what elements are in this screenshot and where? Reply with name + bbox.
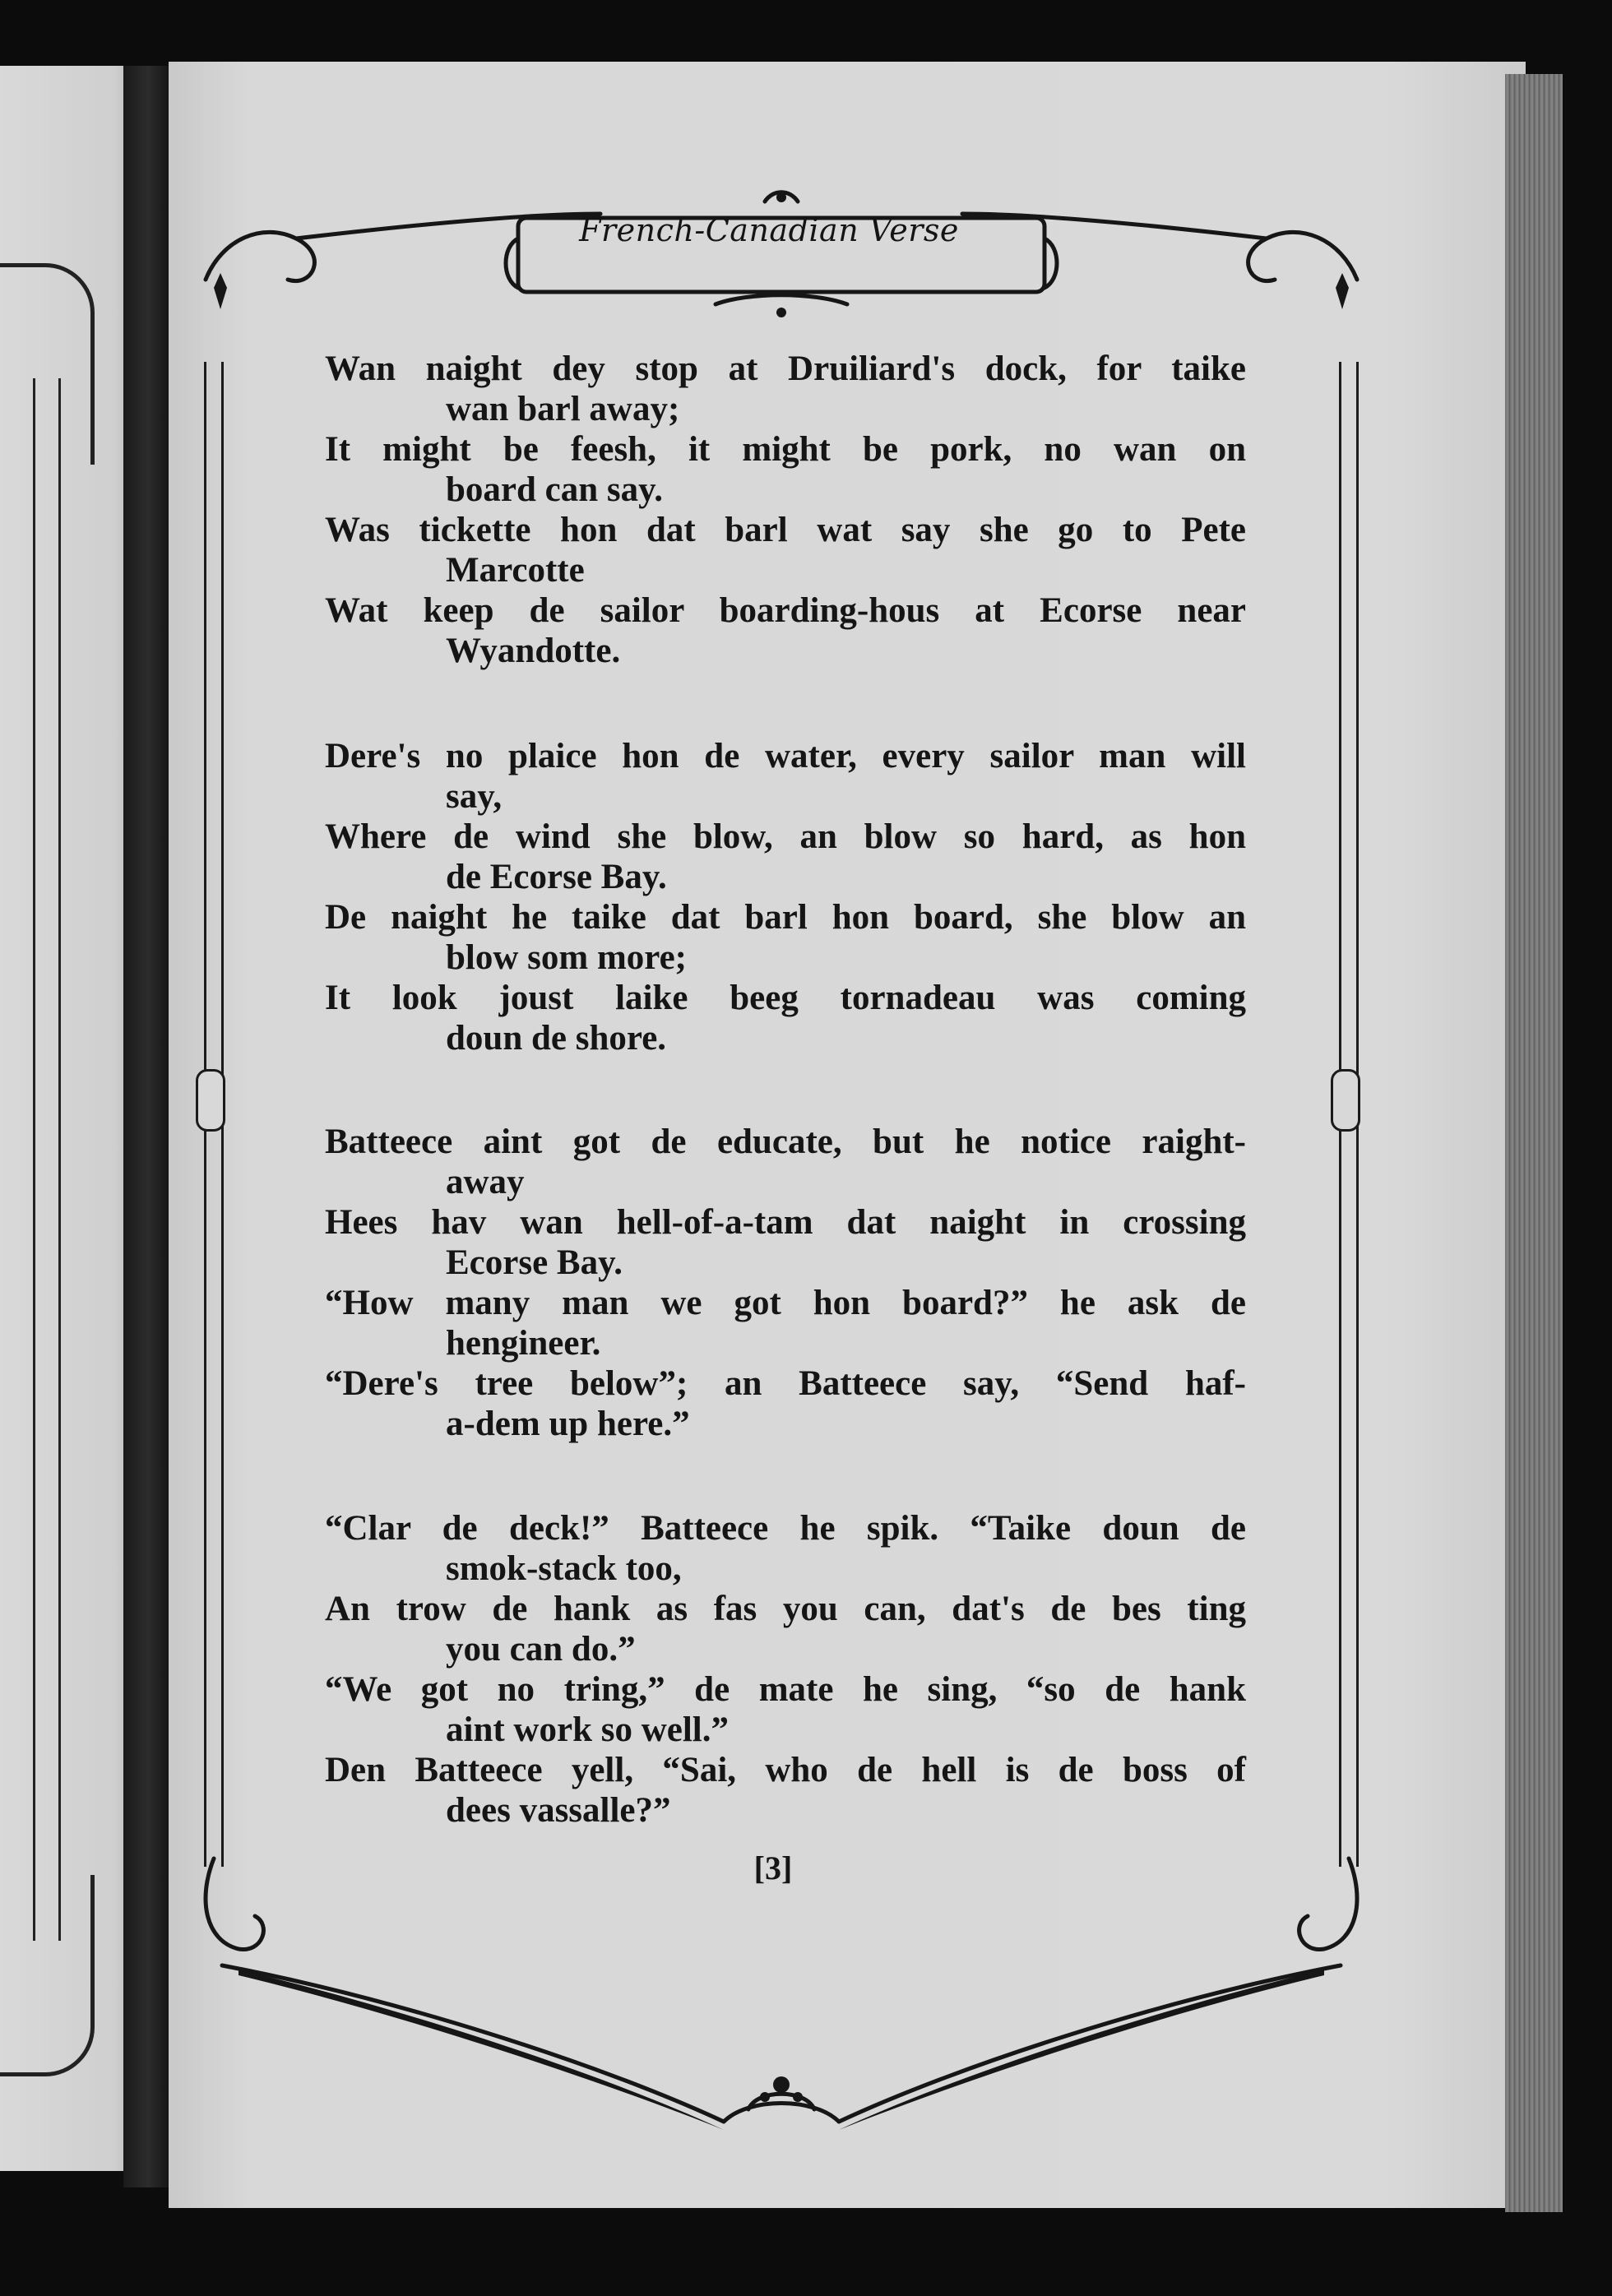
frame-right-knot	[1331, 1069, 1360, 1132]
verse-line-continuation: away	[446, 1163, 525, 1201]
stanza	[325, 349, 1246, 671]
verse-line: It might be feesh, it might be pork, no wan on	[325, 430, 1246, 469]
verse-line-continuation: aint work so well.”	[446, 1710, 729, 1749]
verse-line-continuation: say,	[446, 777, 503, 816]
verse-line: An trow de hank as fas you can, dat's de bes ting	[325, 1590, 1246, 1628]
verse-line: “We got no tring,” de mate he sing, “so de hank	[325, 1670, 1246, 1709]
stanza	[325, 736, 1246, 1058]
verse-line-continuation: a-dem up here.”	[446, 1405, 690, 1443]
frame-left-knot	[196, 1069, 225, 1132]
verse-line-continuation: you can do.”	[446, 1630, 636, 1669]
verse-line-continuation: wan barl away;	[446, 390, 680, 428]
book-gutter	[123, 66, 173, 2187]
previous-page-ornament	[0, 1875, 95, 2076]
verse-line: Wan naight dey stop at Druiliard's dock, for taike	[325, 349, 1246, 388]
running-head: French-Canadian Verse	[579, 212, 959, 248]
verse-line: Den Batteece yell, “Sai, who de hell is de boss of	[325, 1751, 1246, 1789]
stanza	[325, 1122, 1246, 1444]
verse-line-continuation: dees vassalle?”	[446, 1791, 671, 1830]
verse-line-continuation: de Ecorse Bay.	[446, 858, 667, 896]
verse-line: It look joust laike beeg tornadeau was coming	[325, 979, 1246, 1017]
verse-line-continuation: blow som more;	[446, 938, 688, 977]
verse-line-continuation: Marcotte	[446, 551, 585, 590]
verse-line: Where de wind she blow, an blow so hard, as hon	[325, 817, 1246, 856]
verse-line: “Clar de deck!” Batteece he spik. “Taike doun de	[325, 1509, 1246, 1548]
verse-line: Dere's no plaice hon de water, every sailor man will	[325, 737, 1246, 775]
verse-line-continuation: Wyandotte.	[446, 632, 621, 670]
stanza	[325, 1508, 1246, 1831]
verse-line-continuation: board can say.	[446, 470, 664, 509]
previous-page-border	[33, 378, 61, 1941]
verse-line-continuation: Ecorse Bay.	[446, 1243, 623, 1282]
verse-line: De naight he taike dat barl hon board, she blow an	[325, 898, 1246, 937]
verse-line-continuation: hengineer.	[446, 1324, 601, 1363]
verse-line-continuation: doun de shore.	[446, 1019, 667, 1058]
footer-ornament	[189, 1850, 1373, 2204]
verse-line: Was tickette hon dat barl wat say she go to Pete	[325, 511, 1246, 549]
page-number: [3]	[753, 1849, 793, 1886]
verse-line: “How many man we got hon board?” he ask de	[325, 1284, 1246, 1322]
verse-line: Batteece aint got de educate, but he notice raight-	[325, 1123, 1246, 1161]
verse-line: Hees hav wan hell-of-a-tam dat naight in crossing	[325, 1203, 1246, 1242]
verse-line-continuation: smok-stack too,	[446, 1549, 682, 1588]
verse-line: “Dere's tree below”; an Batteece say, “Send haf-	[325, 1364, 1246, 1403]
page-edges	[1505, 74, 1563, 2212]
verse-line: Wat keep de sailor boarding-hous at Ecorse near	[325, 591, 1246, 630]
